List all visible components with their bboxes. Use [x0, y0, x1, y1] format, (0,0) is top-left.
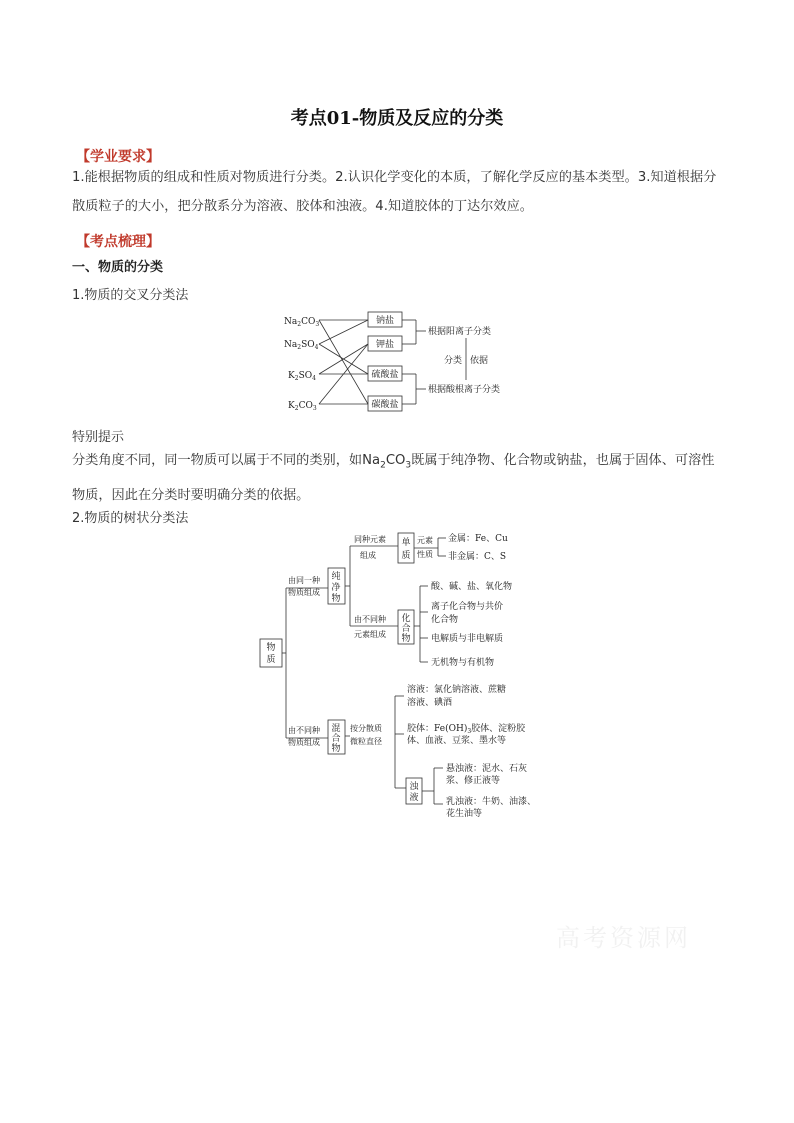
cross-classification-diagram	[270, 300, 530, 420]
category-sodium-salt: 钠盐	[375, 316, 395, 326]
basis-cation: 根据阳离子分类	[428, 327, 492, 337]
suspension-1: 悬浊液：泥水、石灰	[446, 764, 528, 774]
elem-prop-1: 元素	[417, 536, 433, 545]
simple-char-2: 质	[401, 551, 411, 561]
requirements-text: 1.能根据物质的组成和性质对物质进行分类。2.认识化学变化的本质，了解化学反应的基本类型。3.知道根据分散质粒子的大小，把分散系分为溶液、胶体和浊液。4.知道胶体的丁达尔效应。	[72, 170, 717, 214]
substance-na2so4: $Na_2SO_4$	[284, 340, 319, 351]
mixture-char-1: 混	[331, 724, 341, 734]
subsection-tree: 2.物质的树状分类法	[72, 511, 189, 526]
compound-char-3: 物	[401, 634, 411, 644]
category-carbonate: 碳酸盐	[371, 400, 399, 410]
tree-root-1: 物	[266, 643, 276, 653]
solution-1: 溶液：氯化钠溶液、蔗糖	[407, 685, 507, 695]
turbid-char-1: 浊	[409, 782, 419, 792]
compound-char-1: 化	[401, 614, 411, 624]
substance-k2co3: $K_2CO_3$	[288, 401, 317, 412]
tree-classification-diagram	[250, 528, 550, 828]
elem-label-1: 同种元素	[354, 535, 386, 544]
tip-text: 分类角度不同，同一物质可以属于不同的类别，如$Na_2CO_3$既属于纯净物、化合物或钠盐，也属于固体、可溶性物质，因此在分类时要明确分类的依据。	[72, 453, 715, 503]
compound-char-2: 合	[401, 624, 411, 634]
branch-pure-label-1: 由同一种	[288, 576, 320, 585]
comp-label-2: 元素组成	[354, 630, 386, 639]
comp-item-4: 无机物与有机物	[431, 658, 495, 668]
requirements-heading: 【学业要求】	[76, 149, 160, 165]
category-potassium-salt: 钾盐	[375, 340, 395, 350]
comp-item-2b: 化合物	[431, 615, 459, 625]
mix-label-2: 微粒直径	[350, 737, 382, 746]
simple-char-1: 单	[401, 538, 411, 548]
subsection-cross: 1.物质的交叉分类法	[72, 288, 189, 303]
section-title: 一、物质的分类	[72, 260, 164, 275]
basis-label-1: 分类	[444, 356, 463, 366]
solution-2: 溶液、碘酒	[407, 698, 453, 708]
page-title: 考点01-物质及反应的分类	[290, 108, 504, 129]
emulsion-2: 花生油等	[446, 809, 483, 819]
suspension-2: 浆、修正液等	[446, 776, 501, 786]
branch-mix-label-1: 由不同种	[288, 726, 320, 735]
comp-item-3: 电解质与非电解质	[431, 634, 504, 644]
mixture-char-2: 合	[331, 734, 341, 744]
branch-mix-label-2: 物质组成	[288, 738, 320, 747]
colloid-2: 体、血液、豆浆、墨水等	[407, 736, 507, 746]
metal: 金属：Fe、Cu	[448, 534, 508, 544]
pure-char-2: 净	[331, 583, 341, 593]
comp-item-1: 酸、碱、盐、氧化物	[431, 582, 513, 592]
review-heading: 【考点梳理】	[76, 234, 160, 250]
substance-na2co3: $Na_2CO_3$	[284, 317, 320, 328]
basis-anion: 根据酸根离子分类	[428, 385, 501, 395]
pure-char-3: 物	[331, 594, 341, 604]
colloid-1: 胶体：$Fe(OH)_3$胶体、淀粉胶	[407, 724, 526, 735]
comp-item-2: 离子化合物与共价	[431, 602, 504, 612]
watermark: 高考资源网	[556, 924, 691, 952]
branch-pure-label-2: 物质组成	[288, 588, 320, 597]
tip-title: 特别提示	[72, 430, 125, 445]
pure-char-1: 纯	[331, 572, 341, 582]
elem-prop-2: 性质	[417, 550, 433, 559]
mix-label-1: 按分散质	[350, 724, 382, 733]
nonmetal: 非金属：C、S	[448, 552, 507, 562]
substance-k2so4: $K_2SO_4$	[288, 371, 316, 382]
turbid-char-2: 液	[409, 793, 419, 803]
mixture-char-3: 物	[331, 744, 341, 754]
tree-root-2: 质	[266, 655, 276, 665]
elem-label-2: 组成	[360, 551, 376, 560]
category-sulfate: 硫酸盐	[371, 370, 399, 380]
basis-label-2: 依据	[470, 356, 489, 366]
comp-label-1: 由不同种	[354, 615, 386, 624]
emulsion-1: 乳浊液：牛奶、油漆、	[446, 797, 537, 807]
